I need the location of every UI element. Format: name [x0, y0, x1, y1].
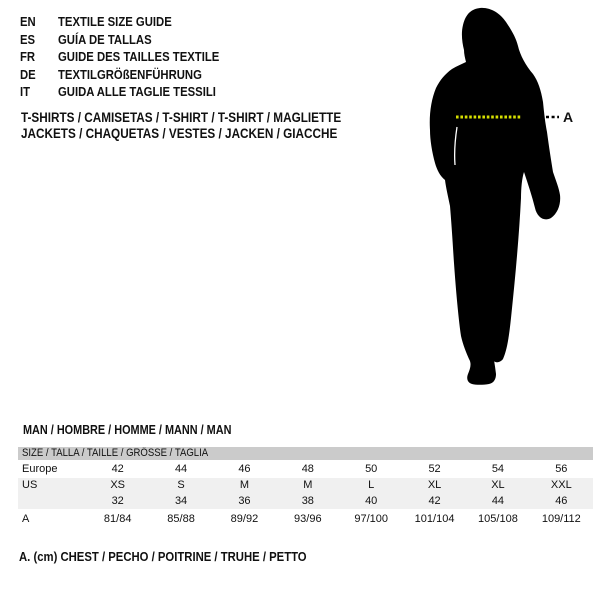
lang-code: FR — [20, 49, 36, 64]
table-cell: 54 — [491, 463, 505, 475]
lang-title: TEXTILGRÖßENFÜHRUNG — [58, 66, 202, 82]
table-cell: 97/100 — [354, 513, 389, 525]
lang-item-de — [20, 66, 243, 84]
table-cell: 48 — [301, 463, 314, 475]
table-cell: 93/96 — [294, 513, 322, 525]
row-label: A — [22, 513, 30, 525]
measurement-footnote: A. (cm) CHEST / PECHO / POITRINE / TRUHE / PETTO — [19, 549, 307, 564]
table-row-a-chest — [18, 509, 593, 529]
language-title-list — [20, 13, 243, 101]
lang-title: GUÍA DE TALLAS — [58, 31, 152, 47]
section-title-man: MAN / HOMBRE / HOMME / MANN / MAN — [23, 423, 232, 437]
table-cell: XXL — [550, 479, 572, 491]
table-cell: 52 — [428, 463, 441, 475]
lang-item-en — [20, 13, 243, 31]
table-cell: 89/92 — [230, 513, 259, 525]
table-cell: XL — [491, 479, 505, 491]
table-row-us — [18, 478, 593, 494]
table-header-label: SIZE / TALLA / TAILLE / GRÖSSE / TAGLIA — [22, 447, 209, 459]
table-cell: 34 — [174, 494, 188, 507]
lang-item-fr — [20, 48, 243, 66]
table-cell: 40 — [365, 494, 378, 507]
table-header-row — [18, 447, 593, 460]
measurement-figure — [390, 0, 600, 400]
table-cell: M — [239, 479, 250, 491]
table-cell: XS — [110, 479, 126, 491]
table-cell: 56 — [555, 463, 568, 475]
table-cell: 44 — [491, 494, 505, 507]
figure-svg — [390, 0, 600, 400]
table-cell: 42 — [111, 463, 124, 475]
lang-code: ES — [20, 31, 36, 47]
table-band-us — [18, 478, 593, 509]
table-cell: 101/104 — [414, 513, 455, 525]
size-table — [18, 447, 593, 529]
lang-code: IT — [20, 84, 31, 99]
table-cell: M — [303, 479, 313, 491]
table-cell: 42 — [428, 494, 441, 507]
row-label: US — [22, 479, 38, 491]
lang-code: EN — [20, 14, 36, 29]
table-cell: 109/112 — [541, 513, 581, 525]
lang-title: TEXTILE SIZE GUIDE — [58, 14, 172, 29]
table-cell: 46 — [555, 494, 568, 507]
table-cell: 44 — [174, 463, 188, 475]
man-silhouette — [430, 8, 560, 385]
table-cell: 105/108 — [478, 513, 518, 525]
table-cell: 46 — [238, 463, 251, 475]
measure-label-a: A — [563, 109, 574, 125]
lang-title: GUIDE DES TAILLES TEXTILE — [58, 49, 220, 64]
table-cell: 32 — [111, 494, 124, 507]
table-row-us-numeric — [18, 494, 593, 510]
lang-title: GUIDA ALLE TAGLIE TESSILI — [58, 84, 216, 99]
table-cell: L — [368, 479, 375, 491]
lang-item-it — [20, 83, 243, 101]
table-cell: 50 — [365, 463, 378, 475]
lang-code: DE — [20, 66, 36, 82]
lang-item-es — [20, 31, 243, 49]
table-cell: 81/84 — [103, 513, 132, 525]
garment-categories — [21, 110, 389, 141]
table-row-europe — [18, 460, 593, 478]
table-cell: S — [177, 479, 185, 491]
table-cell: XL — [427, 479, 442, 491]
category-line-jackets: JACKETS / CHAQUETAS / VESTES / JACKEN / GIACCHE — [21, 125, 338, 141]
table-cell: 85/88 — [167, 513, 195, 525]
table-cell: 36 — [238, 494, 251, 507]
row-label — [18, 494, 86, 510]
category-line-tshirts: T-SHIRTS / CAMISETAS / T-SHIRT / T-SHIRT / MAGLIETTE — [21, 110, 342, 125]
row-label: Europe — [22, 463, 58, 475]
table-cell: 38 — [301, 494, 314, 507]
